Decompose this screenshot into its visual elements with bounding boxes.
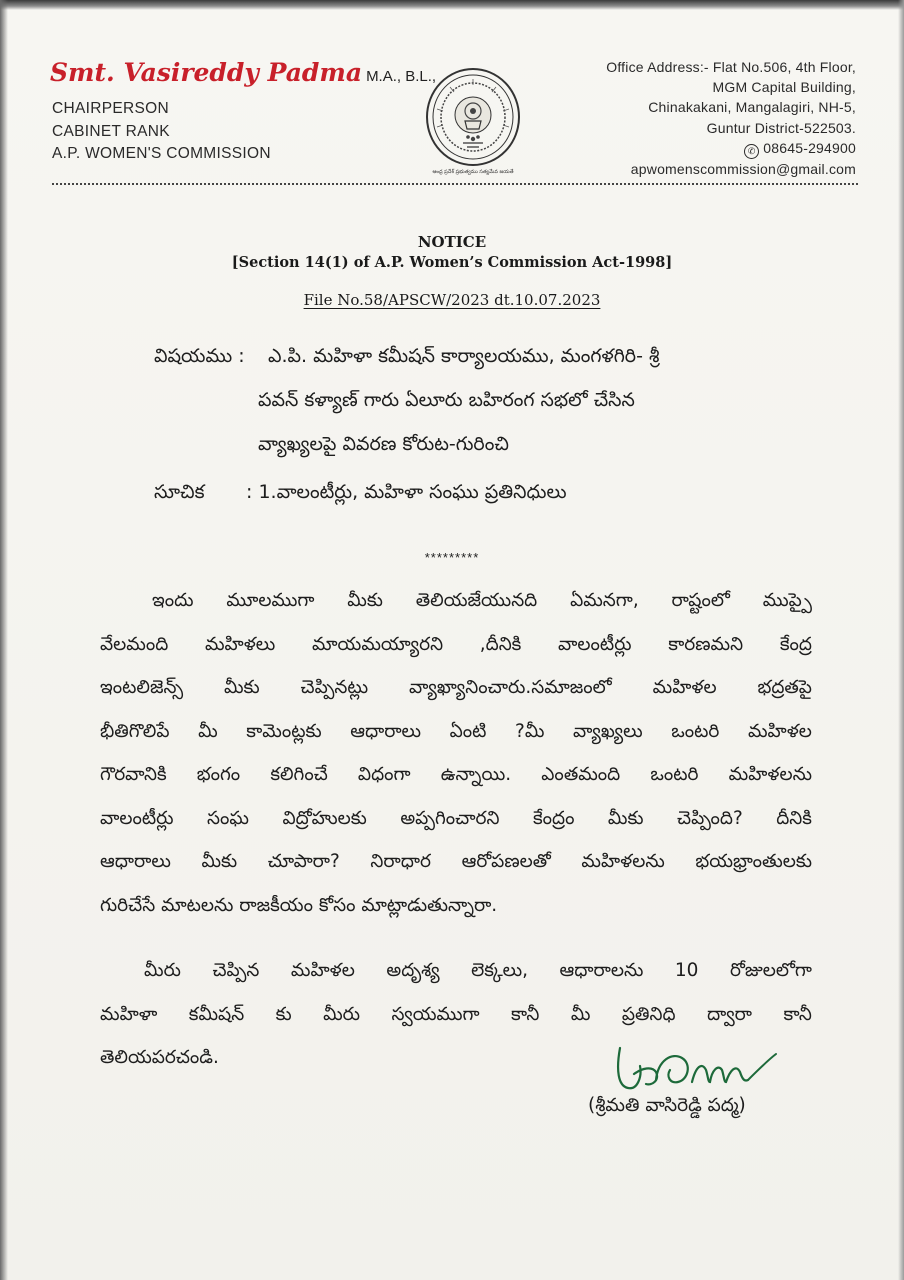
subject-line: పవన్ కళ్యాణ్ గారు ఏలూరు బహిరంగ సభలో చేసిన <box>258 389 635 411</box>
signature-mark <box>612 1040 782 1096</box>
body-paragraph-1 <box>100 590 812 938</box>
scan-edge-top <box>0 0 904 10</box>
notice-title: NOTICE <box>417 233 487 251</box>
body-line: వేలమంది మహిళలు మాయమయ్యారని ,దీనికి వాలంటీర్లు కారణమని కేంద్ర <box>100 633 812 655</box>
scan-edge-right <box>898 0 904 1280</box>
phone-icon: ✆ <box>744 144 759 159</box>
body-line: ఇంటలిజెన్స్ మీకు చెప్పినట్లు వ్యాఖ్యానించారు.సమాజంలో మహిళల భద్రతపై <box>100 677 812 698</box>
body-line: భీతిగొలిపే మీ కామెంట్లకు ఆధారాలు ఏంటి ?మీ వ్యాఖ్యలు ఒంటరి మహిళల <box>100 720 812 742</box>
reference-label: సూచిక <box>154 481 205 503</box>
address-line: Office Address:- Flat No.506, 4th Floor, <box>606 59 856 75</box>
body-line: వాలంటీర్లు సంఘ విద్రోహులకు అప్పగించారని కేంద్రం మీకు చెప్పింది? దీనికి <box>100 807 812 829</box>
subject-line: ఎ.పి. మహిళా కమీషన్ కార్యాలయము, మంగళగిరి- శ్రీ <box>268 345 660 367</box>
body-line: మహిళా కమీషన్ కు మీరు స్వయముగా కానీ మీ ప్రతినిధి ద్వారా కానీ <box>100 1003 812 1025</box>
file-number: File No.58/APSCW/2023 dt.10.07.2023 <box>303 291 601 309</box>
reference-text: : 1.వాలంటీర్లు, మహిళా సంఘు ప్రతినిధులు <box>246 481 567 503</box>
signatory-name: (శ్రీమతి వాసిరెడ్డి పద్మ) <box>588 1095 746 1116</box>
letterhead-divider <box>52 183 858 185</box>
letterhead-designation <box>52 98 271 166</box>
email-address: apwomenscommission@gmail.com <box>630 160 856 177</box>
address-line: Guntur District-522503. <box>706 119 856 136</box>
notice-section: [Section 14(1) of A.P. Women’s Commission Act-1998] <box>231 254 673 271</box>
body-line: మీరు చెప్పిన మహిళల అదృశ్య లెక్కలు, ఆధారాలను 10 రోజులలోగా <box>144 960 812 981</box>
body-line: ఆధారాలు మీకు చూపారా? నిరాధార ఆరోపణలతో మహిళలను భయభ్రాంతులకు <box>100 851 812 872</box>
scan-edge-left <box>0 0 8 1280</box>
body-line: గురిచేసే మాటలను రాజకీయం కోసం మాట్లాడుతున్నారా. <box>100 894 498 916</box>
subject-label: విషయము : <box>154 345 245 367</box>
phone-number: 08645-294900 <box>763 139 856 156</box>
body-line: గౌరవానికి భంగం కలిగించే విధంగా ఉన్నాయి. ఎంతమంది ఒంటరి మహిళలను <box>100 764 812 785</box>
body-line: తెలియపరచండి. <box>100 1047 219 1068</box>
address-line: MGM Capital Building, <box>712 79 856 96</box>
letterhead-address <box>606 57 856 179</box>
address-line: Chinakakani, Mangalagiri, NH-5, <box>648 99 856 116</box>
designation-line: CHAIRPERSON <box>52 100 169 117</box>
letterhead-name: Smt. Vasireddy Padma M.A., B.L., <box>50 58 437 87</box>
phone-line <box>606 138 856 159</box>
letterhead-degree: M.A., B.L., <box>366 68 437 85</box>
body-line: ఇందు మూలముగా మీకు తెలియజేయునది ఏమనగా, రాష్టంలో ముప్పై <box>152 590 812 611</box>
designation-line: A.P. WOMEN'S COMMISSION <box>52 145 271 162</box>
designation-line: CABINET RANK <box>52 122 170 140</box>
emblem-motto: ఆంధ్ర ప్రదేశ్ ప్రభుత్వము సత్యమేవ జయతే <box>432 169 514 175</box>
ap-state-emblem-icon <box>423 65 523 175</box>
subject-line: వ్యాఖ్యలపై వివరణ కోరుట-గురించి <box>258 433 509 455</box>
section-separator: ********* <box>424 550 480 565</box>
